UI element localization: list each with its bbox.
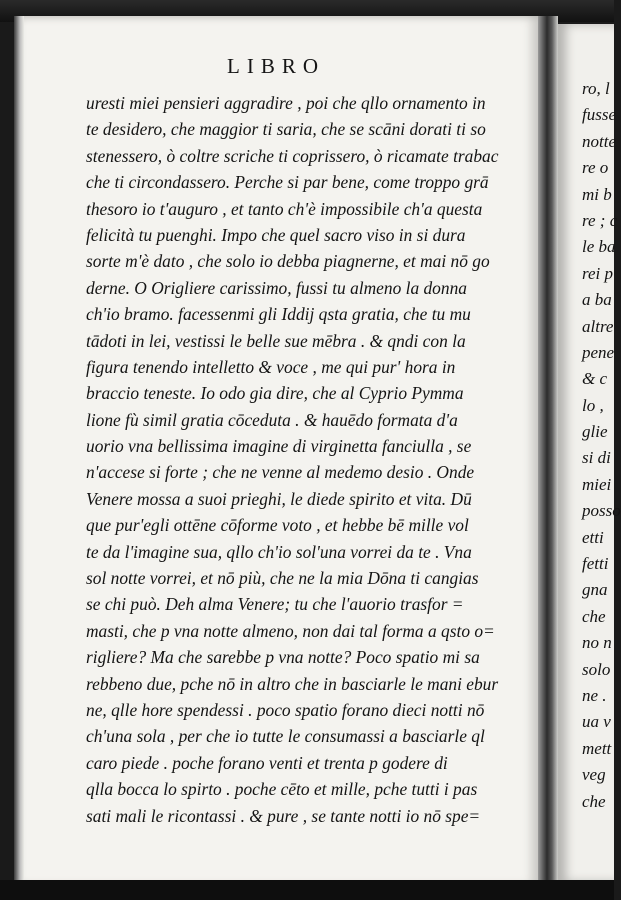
text-line: derne. O Origliere carissimo, fussi tu almeno la donna (86, 277, 467, 298)
right-page-line-fragment: ro, l (582, 79, 610, 98)
text-line: se chi può. Deh alma Venere; tu che l'auorio trasfor = (86, 594, 464, 615)
page-edge-shadow (14, 16, 24, 886)
right-page-line-fragment: etti (582, 527, 604, 547)
right-page-line-fragment: le ba (582, 237, 616, 257)
right-page-line-fragment: re ; c (582, 210, 618, 230)
text-line: n'accese si forte ; che ne venne al medemo desio . Onde (86, 462, 475, 483)
right-page-line-fragment: re o (582, 158, 609, 178)
text-line: ch'io bramo. facessenmi gli Iddij qsta gratia, che tu mu (86, 304, 471, 325)
right-page-line-fragment: ne . (582, 685, 607, 705)
text-line: sol notte vorrei, et nō più, che ne la mia Dōna ti cangias (86, 568, 479, 589)
right-page-line-fragment: glie (582, 422, 608, 442)
right-page-line-fragment: che (582, 606, 606, 626)
running-head: LIBRO (227, 54, 325, 78)
book-gutter (538, 16, 558, 886)
right-page-line-fragment: pene (582, 342, 615, 362)
left-page-text (86, 90, 541, 829)
right-page-line-fragment: si di (582, 448, 611, 468)
text-line: uorio vna bellissima imagine di virginetta fanciulla , se (86, 436, 472, 457)
right-page-line-fragment: mett (582, 738, 612, 758)
text-line: stenessero, ò coltre scriche ti coprissero, ò ricamate trabac (86, 145, 499, 166)
right-page-line-fragment: gna (582, 580, 608, 600)
text-line: que pur'egli ottēne cōforme voto , et hebbe bē mille vol (86, 515, 469, 536)
right-page-line-fragment: veg (582, 765, 606, 785)
text-line: braccio teneste. Io odo gia dire, che al Cyprio Pymma (86, 383, 464, 404)
text-line: Venere mossa a suoi prieghi, le diede spirito et vita. Dū (86, 488, 472, 509)
right-page (558, 24, 621, 882)
right-page-line-fragment: posso (582, 501, 621, 521)
text-line: ne, qlle hore spendessi . poco spatio forano dieci notti nō (86, 699, 485, 720)
text-line: masti, che p vna notte almeno, non dai tal forma a qsto o= (86, 620, 495, 641)
text-line: che ti circondassero. Perche si par bene, come troppo grā (86, 172, 489, 193)
text-line: sati mali le ricontassi . & pure , se tante notti io nō spe= (86, 805, 481, 826)
right-page-line-fragment: no n (582, 633, 612, 653)
right-page-text (582, 76, 621, 815)
right-page-line-fragment: rei p (582, 263, 614, 283)
text-line: thesoro io t'auguro , et tanto ch'è impossibile ch'a questa (86, 198, 483, 219)
text-line: rebbeno due, pche nō in altro che in basciarle le mani ebur (86, 673, 499, 694)
text-line: lione fù simil gratia cōceduta . & hauēdo formata d'a (86, 409, 458, 430)
text-line: figura tenendo intelletto & voce , me qui pur' hora in (86, 356, 456, 377)
right-page-line-fragment: miei (582, 474, 612, 494)
left-page (14, 16, 538, 886)
text-line: rigliere? Ma che sarebbe p vna notte? Poco spatio mi sa (86, 647, 480, 668)
right-page-line-fragment: ua v (582, 712, 611, 732)
text-line: felicità tu puenghi. Impo che quel sacro viso in si dura (86, 224, 466, 245)
right-page-line-fragment: mi b (582, 184, 612, 204)
right-page-line-fragment: solo (582, 659, 611, 679)
text-line: te da l'imagine sua, qllo ch'io sol'una vorrei da te . Vna (86, 541, 472, 562)
text-line: qlla bocca lo spirto . poche cēto et mille, pche tutti i pas (86, 779, 478, 800)
scan-bottom-edge (0, 880, 614, 900)
right-page-line-fragment: a ba (582, 290, 612, 310)
right-page-line-fragment: altre (582, 316, 614, 336)
right-page-line-fragment: notte (582, 131, 616, 151)
right-page-line-fragment: che (582, 791, 606, 811)
right-page-line-fragment: fetti (582, 554, 609, 574)
right-page-line-fragment: & c (582, 369, 608, 389)
text-line: te desidero, che maggior ti saria, che se scāni dorati ti so (86, 119, 486, 140)
right-page-line-fragment: lo , (582, 395, 604, 415)
right-page-line-fragment: fusse (582, 105, 616, 125)
text-line: ch'una sola , per che io tutte le consumassi a basciarle ql (86, 726, 485, 747)
text-line: caro piede . poche forano venti et trenta p godere di (86, 752, 448, 773)
text-line: tādoti in lei, vestissi le belle sue mēbra . & qndi con la (86, 330, 466, 351)
text-line: uresti miei pensieri aggradire , poi che qllo ornamento in (86, 93, 486, 113)
text-line: sorte m'è dato , che solo io debba piagnerne, et mai nō go (86, 251, 490, 272)
